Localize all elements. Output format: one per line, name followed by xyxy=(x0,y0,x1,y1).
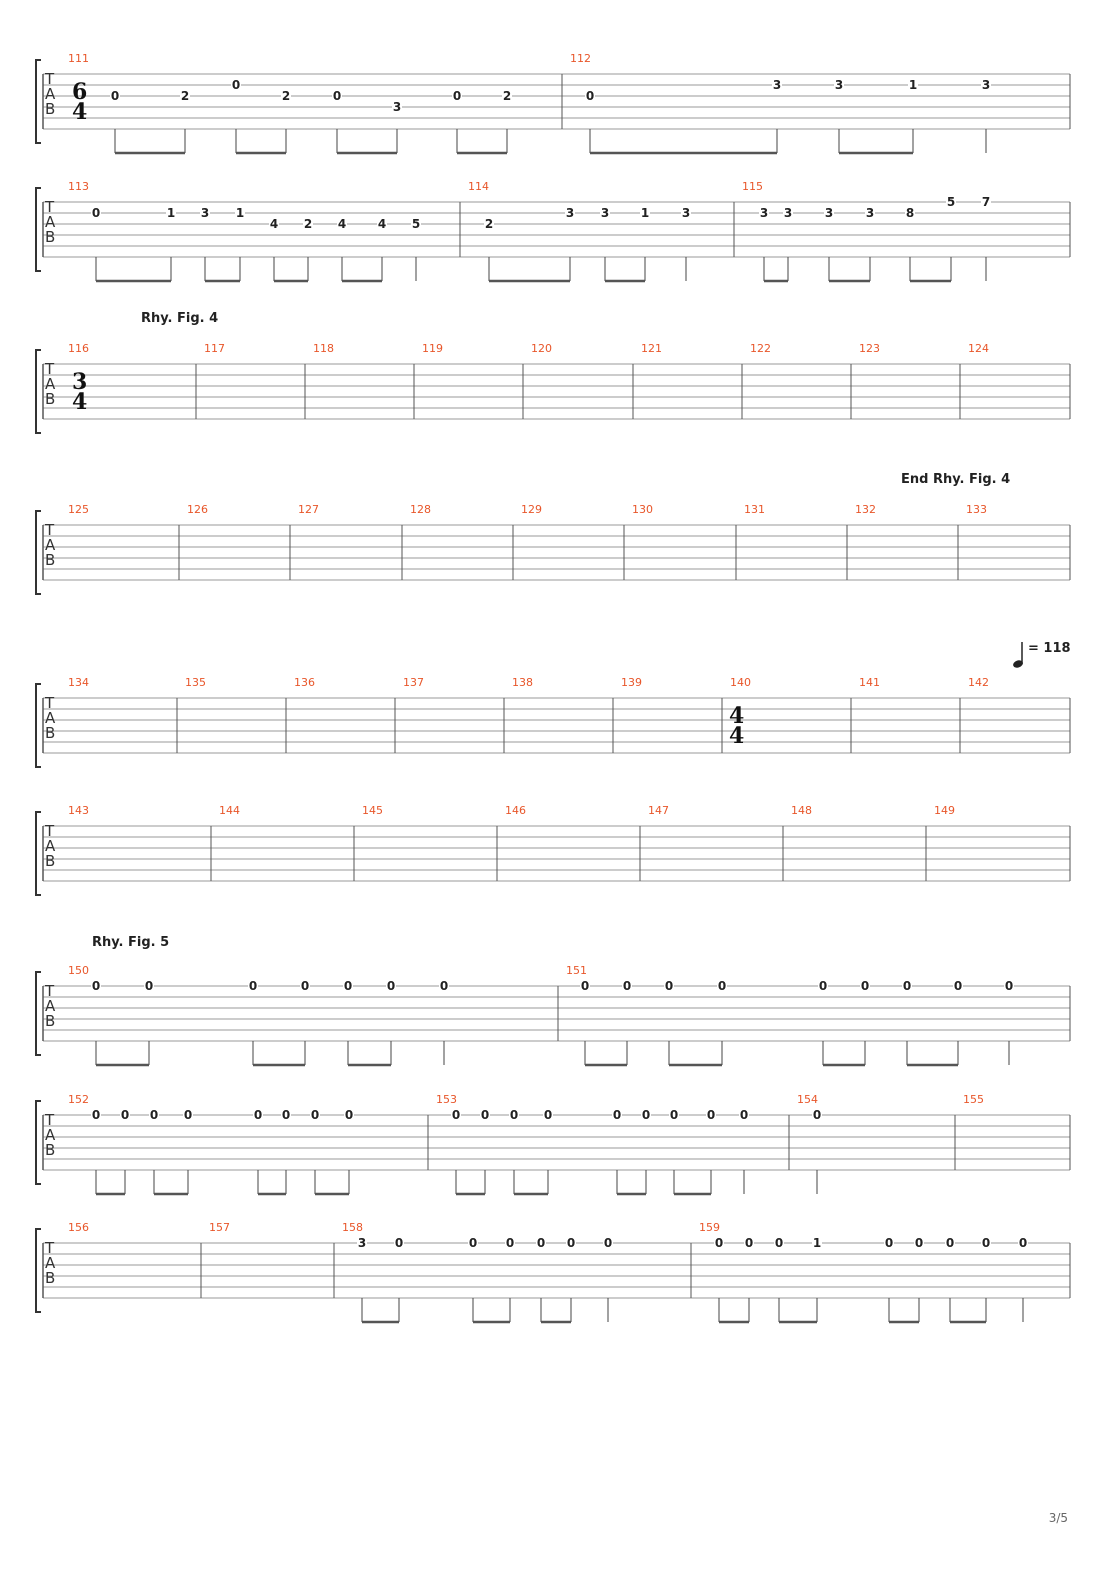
fret-number: 0 xyxy=(300,979,310,993)
tab-stave xyxy=(33,668,1073,788)
end-rhy-fig-4-label: End Rhy. Fig. 4 xyxy=(901,472,1011,487)
fret-number: 0 xyxy=(248,979,258,993)
tab-clef-letter: A xyxy=(45,375,56,393)
time-signature-digit: 6 xyxy=(72,79,88,105)
fret-number: 0 xyxy=(480,1108,490,1122)
tab-stave-svg xyxy=(33,1213,1073,1333)
measure-number: 146 xyxy=(505,804,526,817)
measure-number: 124 xyxy=(968,342,989,355)
tab-clef-letter: B xyxy=(45,852,56,870)
measure-number: 134 xyxy=(68,676,89,689)
fret-number: 0 xyxy=(509,1108,519,1122)
fret-number: 0 xyxy=(706,1108,716,1122)
tab-clef-letter: T xyxy=(45,360,55,378)
fret-number: 0 xyxy=(468,1236,478,1250)
measure-number: 136 xyxy=(294,676,315,689)
tab-stave xyxy=(33,44,1073,164)
system-bracket xyxy=(36,60,41,143)
tab-clef-letter: B xyxy=(45,1141,56,1159)
time-signature-digit: 4 xyxy=(729,703,745,729)
measure-number: 132 xyxy=(855,503,876,516)
time-signature-digit: 4 xyxy=(72,389,88,415)
fret-number: 5 xyxy=(411,217,421,231)
measure-number: 128 xyxy=(410,503,431,516)
tab-clef-letter: B xyxy=(45,100,56,118)
measure-number: 158 xyxy=(342,1221,363,1234)
tab-stave-svg xyxy=(33,334,1073,454)
page-number: 3/5 xyxy=(1048,1511,1068,1525)
tab-clef-letter: T xyxy=(45,70,55,88)
fret-number: 0 xyxy=(451,1108,461,1122)
measure-number: 113 xyxy=(68,180,89,193)
fret-number: 0 xyxy=(914,1236,924,1250)
tab-clef-letter: A xyxy=(45,709,56,727)
fret-number: 2 xyxy=(180,89,190,103)
measure-number: 122 xyxy=(750,342,771,355)
fret-number: 0 xyxy=(717,979,727,993)
fret-number: 0 xyxy=(953,979,963,993)
measure-number: 118 xyxy=(313,342,334,355)
tab-stave xyxy=(33,1213,1073,1333)
fret-number: 0 xyxy=(120,1108,130,1122)
fret-number: 0 xyxy=(91,206,101,220)
fret-number: 0 xyxy=(603,1236,613,1250)
measure-number: 121 xyxy=(641,342,662,355)
fret-number: 0 xyxy=(612,1108,622,1122)
fret-number: 0 xyxy=(394,1236,404,1250)
fret-number: 0 xyxy=(543,1108,553,1122)
fret-number: 0 xyxy=(332,89,342,103)
tab-stave-svg xyxy=(33,796,1073,916)
tab-clef-letter: B xyxy=(45,724,56,742)
fret-number: 8 xyxy=(905,206,915,220)
fret-number: 0 xyxy=(1018,1236,1028,1250)
time-signature-digit: 3 xyxy=(72,369,88,395)
fret-number: 0 xyxy=(744,1236,754,1250)
fret-number: 3 xyxy=(565,206,575,220)
tab-clef-letter: T xyxy=(45,1239,55,1257)
tempo-value: = 118 xyxy=(1028,641,1071,656)
measure-number: 150 xyxy=(68,964,89,977)
tab-clef-letter: B xyxy=(45,1012,56,1030)
measure-number: 135 xyxy=(185,676,206,689)
system-bracket xyxy=(36,1229,41,1312)
measure-number: 148 xyxy=(791,804,812,817)
fret-number: 0 xyxy=(818,979,828,993)
system-bracket xyxy=(36,188,41,271)
tab-clef-letter: A xyxy=(45,536,56,554)
measure-number: 156 xyxy=(68,1221,89,1234)
fret-number: 4 xyxy=(269,217,279,231)
measure-number: 123 xyxy=(859,342,880,355)
fret-number: 0 xyxy=(860,979,870,993)
tab-clef-letter: A xyxy=(45,837,56,855)
tab-clef-letter: T xyxy=(45,1111,55,1129)
tab-clef-letter: B xyxy=(45,551,56,569)
tab-stave xyxy=(33,796,1073,916)
fret-number: 0 xyxy=(1004,979,1014,993)
fret-number: 3 xyxy=(772,78,782,92)
fret-number: 3 xyxy=(865,206,875,220)
measure-number: 143 xyxy=(68,804,89,817)
measure-number: 129 xyxy=(521,503,542,516)
measure-number: 142 xyxy=(968,676,989,689)
tab-stave xyxy=(33,172,1073,292)
tab-stave xyxy=(33,334,1073,454)
time-signature-digit: 4 xyxy=(729,723,745,749)
measure-number: 117 xyxy=(204,342,225,355)
fret-number: 0 xyxy=(281,1108,291,1122)
tab-clef-letter: A xyxy=(45,213,56,231)
measure-number: 131 xyxy=(744,503,765,516)
fret-number: 0 xyxy=(386,979,396,993)
fret-number: 0 xyxy=(310,1108,320,1122)
measure-number: 139 xyxy=(621,676,642,689)
fret-number: 0 xyxy=(505,1236,515,1250)
measure-number: 138 xyxy=(512,676,533,689)
measure-number: 127 xyxy=(298,503,319,516)
fret-number: 2 xyxy=(281,89,291,103)
fret-number: 3 xyxy=(600,206,610,220)
fret-number: 5 xyxy=(946,195,956,209)
system-bracket xyxy=(36,684,41,767)
system-bracket xyxy=(36,1101,41,1184)
tab-clef-letter: A xyxy=(45,1126,56,1144)
tab-clef-letter: B xyxy=(45,1269,56,1287)
system-bracket xyxy=(36,511,41,594)
measure-number: 115 xyxy=(742,180,763,193)
fret-number: 0 xyxy=(641,1108,651,1122)
fret-number: 4 xyxy=(377,217,387,231)
fret-number: 3 xyxy=(392,100,402,114)
measure-number: 112 xyxy=(570,52,591,65)
measure-number: 151 xyxy=(566,964,587,977)
tab-stave xyxy=(33,1085,1073,1205)
measure-number: 114 xyxy=(468,180,489,193)
fret-number: 0 xyxy=(536,1236,546,1250)
tab-clef-letter: T xyxy=(45,521,55,539)
fret-number: 0 xyxy=(622,979,632,993)
fret-number: 0 xyxy=(110,89,120,103)
fret-number: 0 xyxy=(231,78,241,92)
tab-clef-letter: T xyxy=(45,198,55,216)
measure-number: 130 xyxy=(632,503,653,516)
fret-number: 3 xyxy=(200,206,210,220)
fret-number: 0 xyxy=(669,1108,679,1122)
measure-number: 141 xyxy=(859,676,880,689)
fret-number: 1 xyxy=(908,78,918,92)
fret-number: 7 xyxy=(981,195,991,209)
tab-clef-letter: T xyxy=(45,982,55,1000)
tab-clef-letter: A xyxy=(45,997,56,1015)
fret-number: 0 xyxy=(585,89,595,103)
tab-clef-letter: T xyxy=(45,694,55,712)
tab-clef-letter: A xyxy=(45,1254,56,1272)
measure-number: 140 xyxy=(730,676,751,689)
fret-number: 0 xyxy=(981,1236,991,1250)
fret-number: 2 xyxy=(484,217,494,231)
system-bracket xyxy=(36,812,41,895)
measure-number: 137 xyxy=(403,676,424,689)
tab-clef-letter: B xyxy=(45,228,56,246)
measure-number: 111 xyxy=(68,52,89,65)
measure-number: 145 xyxy=(362,804,383,817)
measure-number: 153 xyxy=(436,1093,457,1106)
measure-number: 157 xyxy=(209,1221,230,1234)
fret-number: 0 xyxy=(253,1108,263,1122)
fret-number: 1 xyxy=(166,206,176,220)
fret-number: 0 xyxy=(580,979,590,993)
tab-clef-letter: T xyxy=(45,822,55,840)
fret-number: 0 xyxy=(566,1236,576,1250)
measure-number: 144 xyxy=(219,804,240,817)
fret-number: 0 xyxy=(183,1108,193,1122)
fret-number: 3 xyxy=(681,206,691,220)
quarter-note-icon xyxy=(1012,640,1026,670)
fret-number: 0 xyxy=(439,979,449,993)
tab-stave-svg xyxy=(33,956,1073,1076)
tab-stave-svg xyxy=(33,495,1073,615)
fret-number: 3 xyxy=(783,206,793,220)
fret-number: 0 xyxy=(884,1236,894,1250)
rhy-fig-5-label: Rhy. Fig. 5 xyxy=(92,935,170,950)
measure-number: 133 xyxy=(966,503,987,516)
fret-number: 2 xyxy=(502,89,512,103)
fret-number: 0 xyxy=(452,89,462,103)
system-bracket xyxy=(36,350,41,433)
fret-number: 3 xyxy=(834,78,844,92)
measure-number: 126 xyxy=(187,503,208,516)
fret-number: 0 xyxy=(344,1108,354,1122)
fret-number: 3 xyxy=(981,78,991,92)
tab-stave xyxy=(33,956,1073,1076)
fret-number: 0 xyxy=(739,1108,749,1122)
fret-number: 1 xyxy=(235,206,245,220)
fret-number: 0 xyxy=(945,1236,955,1250)
fret-number: 1 xyxy=(812,1236,822,1250)
tab-clef-letter: A xyxy=(45,85,56,103)
fret-number: 4 xyxy=(337,217,347,231)
measure-number: 154 xyxy=(797,1093,818,1106)
measure-number: 149 xyxy=(934,804,955,817)
fret-number: 0 xyxy=(664,979,674,993)
measure-number: 155 xyxy=(963,1093,984,1106)
fret-number: 0 xyxy=(714,1236,724,1250)
fret-number: 0 xyxy=(149,1108,159,1122)
fret-number: 0 xyxy=(774,1236,784,1250)
tab-stave-svg xyxy=(33,668,1073,788)
tab-stave-svg xyxy=(33,172,1073,292)
rhy-fig-4-label: Rhy. Fig. 4 xyxy=(141,311,219,326)
measure-number: 116 xyxy=(68,342,89,355)
fret-number: 0 xyxy=(343,979,353,993)
fret-number: 2 xyxy=(303,217,313,231)
time-signature-digit: 4 xyxy=(72,99,88,125)
fret-number: 3 xyxy=(357,1236,367,1250)
fret-number: 0 xyxy=(91,979,101,993)
fret-number: 0 xyxy=(812,1108,822,1122)
measure-number: 120 xyxy=(531,342,552,355)
measure-number: 119 xyxy=(422,342,443,355)
tab-stave xyxy=(33,495,1073,615)
measure-number: 152 xyxy=(68,1093,89,1106)
fret-number: 3 xyxy=(824,206,834,220)
fret-number: 1 xyxy=(640,206,650,220)
measure-number: 147 xyxy=(648,804,669,817)
fret-number: 3 xyxy=(759,206,769,220)
measure-number: 159 xyxy=(699,1221,720,1234)
tab-stave-svg xyxy=(33,44,1073,164)
system-bracket xyxy=(36,972,41,1055)
fret-number: 0 xyxy=(902,979,912,993)
measure-number: 125 xyxy=(68,503,89,516)
tab-clef-letter: B xyxy=(45,390,56,408)
tab-stave-svg xyxy=(33,1085,1073,1205)
fret-number: 0 xyxy=(91,1108,101,1122)
fret-number: 0 xyxy=(144,979,154,993)
